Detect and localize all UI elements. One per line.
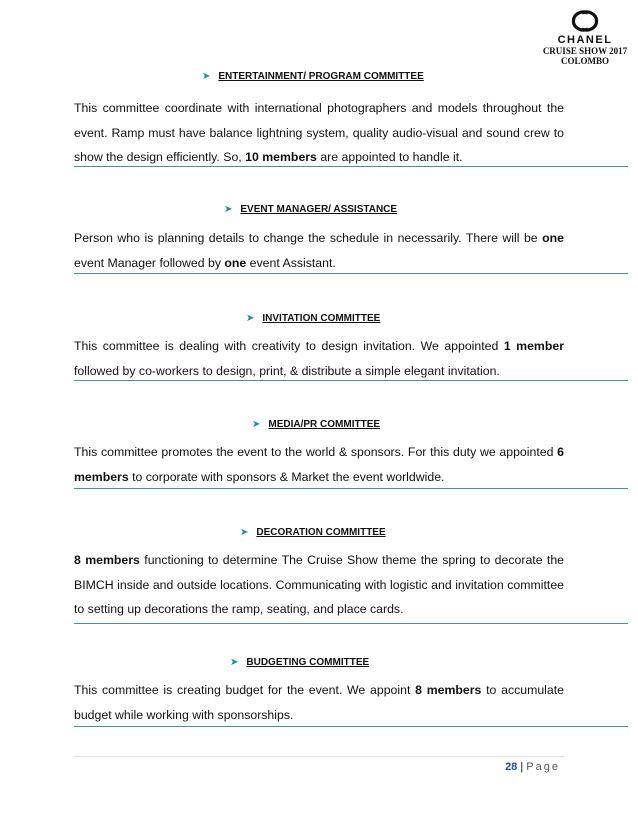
- chanel-cc-icon: [566, 8, 604, 34]
- heading-text: ENTERTAINMENT/ PROGRAM COMMITTEE: [218, 71, 424, 82]
- heading-text: EVENT MANAGER/ ASSISTANCE: [240, 204, 398, 215]
- section-heading: [224, 203, 397, 217]
- section-divider: [74, 166, 628, 167]
- bold-text: one: [224, 255, 247, 270]
- page-footer: [505, 761, 560, 773]
- body-text: to accumulate budget while working with sponsorships.: [74, 683, 564, 722]
- section-divider: [74, 488, 628, 489]
- page-label: Page: [526, 761, 560, 773]
- logo-line2: COLOMBO: [560, 56, 609, 66]
- body-text: to corporate with sponsors & Market the event worldwide.: [128, 469, 445, 484]
- body-text: event Manager followed by: [74, 255, 225, 270]
- section-paragraph: [74, 440, 564, 489]
- bold-text: 6 members: [74, 445, 564, 484]
- body-text: This committee coordinate with international photographers and models throughout the event. Ramp must have balance lightning system, quality audio-visual and sound crew to show the design efficiently. So,: [74, 101, 564, 164]
- body-text: followed by co-workers to design, print, & distribute a simple elegant invitation.: [74, 363, 500, 378]
- bold-text: 10 members: [245, 150, 317, 164]
- arrow-bullet-icon: ➤: [224, 204, 233, 215]
- heading-text: DECORATION COMMITTEE: [256, 527, 386, 538]
- section-heading: [202, 70, 424, 84]
- section-paragraph: [74, 96, 564, 170]
- body-text: are appointed to handle it.: [316, 150, 463, 164]
- body-text: Person who is planning details to change the schedule in necessarily. There will be: [74, 231, 543, 245]
- bold-text: 1 member: [503, 339, 564, 353]
- arrow-bullet-icon: ➤: [252, 419, 261, 430]
- heading-text: MEDIA/PR COMMITTEE: [268, 419, 381, 430]
- section-divider: [74, 380, 628, 381]
- arrow-bullet-icon: ➤: [246, 313, 255, 324]
- body-text: event Assistant.: [246, 255, 336, 270]
- body-text: functioning to determine The Cruise Show theme the spring to decorate the BIMCH inside and outside locations. Communicating with logistic and invitation committee to setting up decorations the ramp, seating, and place cards.: [74, 553, 565, 616]
- logo-brand: CHANEL: [557, 34, 613, 46]
- section-heading: [230, 656, 369, 670]
- section-divider: [74, 273, 628, 274]
- bold-text: 8 members: [74, 553, 140, 567]
- section-divider: [74, 726, 628, 727]
- body-text: This committee promotes the event to the world & sponsors. For this duty we appointed: [74, 445, 558, 459]
- footer-divider: [74, 756, 564, 757]
- section-paragraph: [74, 678, 564, 727]
- section-paragraph: [74, 334, 564, 383]
- arrow-bullet-icon: ➤: [240, 527, 249, 538]
- section-heading: [252, 418, 380, 432]
- heading-text: BUDGETING COMMITTEE: [246, 657, 370, 668]
- body-text: This committee is creating budget for the event. We appoint: [74, 683, 416, 697]
- arrow-bullet-icon: ➤: [230, 657, 239, 668]
- section-heading: [246, 312, 380, 326]
- arrow-bullet-icon: ➤: [202, 71, 211, 82]
- chanel-logo: [538, 8, 632, 66]
- footer-separator: |: [520, 761, 524, 773]
- logo-line1: CRUISE SHOW 2017: [542, 46, 628, 56]
- heading-text: INVITATION COMMITTEE: [262, 313, 381, 324]
- bold-text: 8 members: [415, 683, 482, 697]
- section-paragraph: [74, 226, 564, 275]
- page-number: 28: [505, 761, 518, 773]
- section-divider: [74, 623, 628, 624]
- body-text: This committee is dealing with creativity to design invitation. We appointed: [74, 339, 504, 353]
- section-paragraph: [74, 548, 564, 622]
- section-heading: [240, 526, 386, 540]
- bold-text: one: [542, 231, 564, 245]
